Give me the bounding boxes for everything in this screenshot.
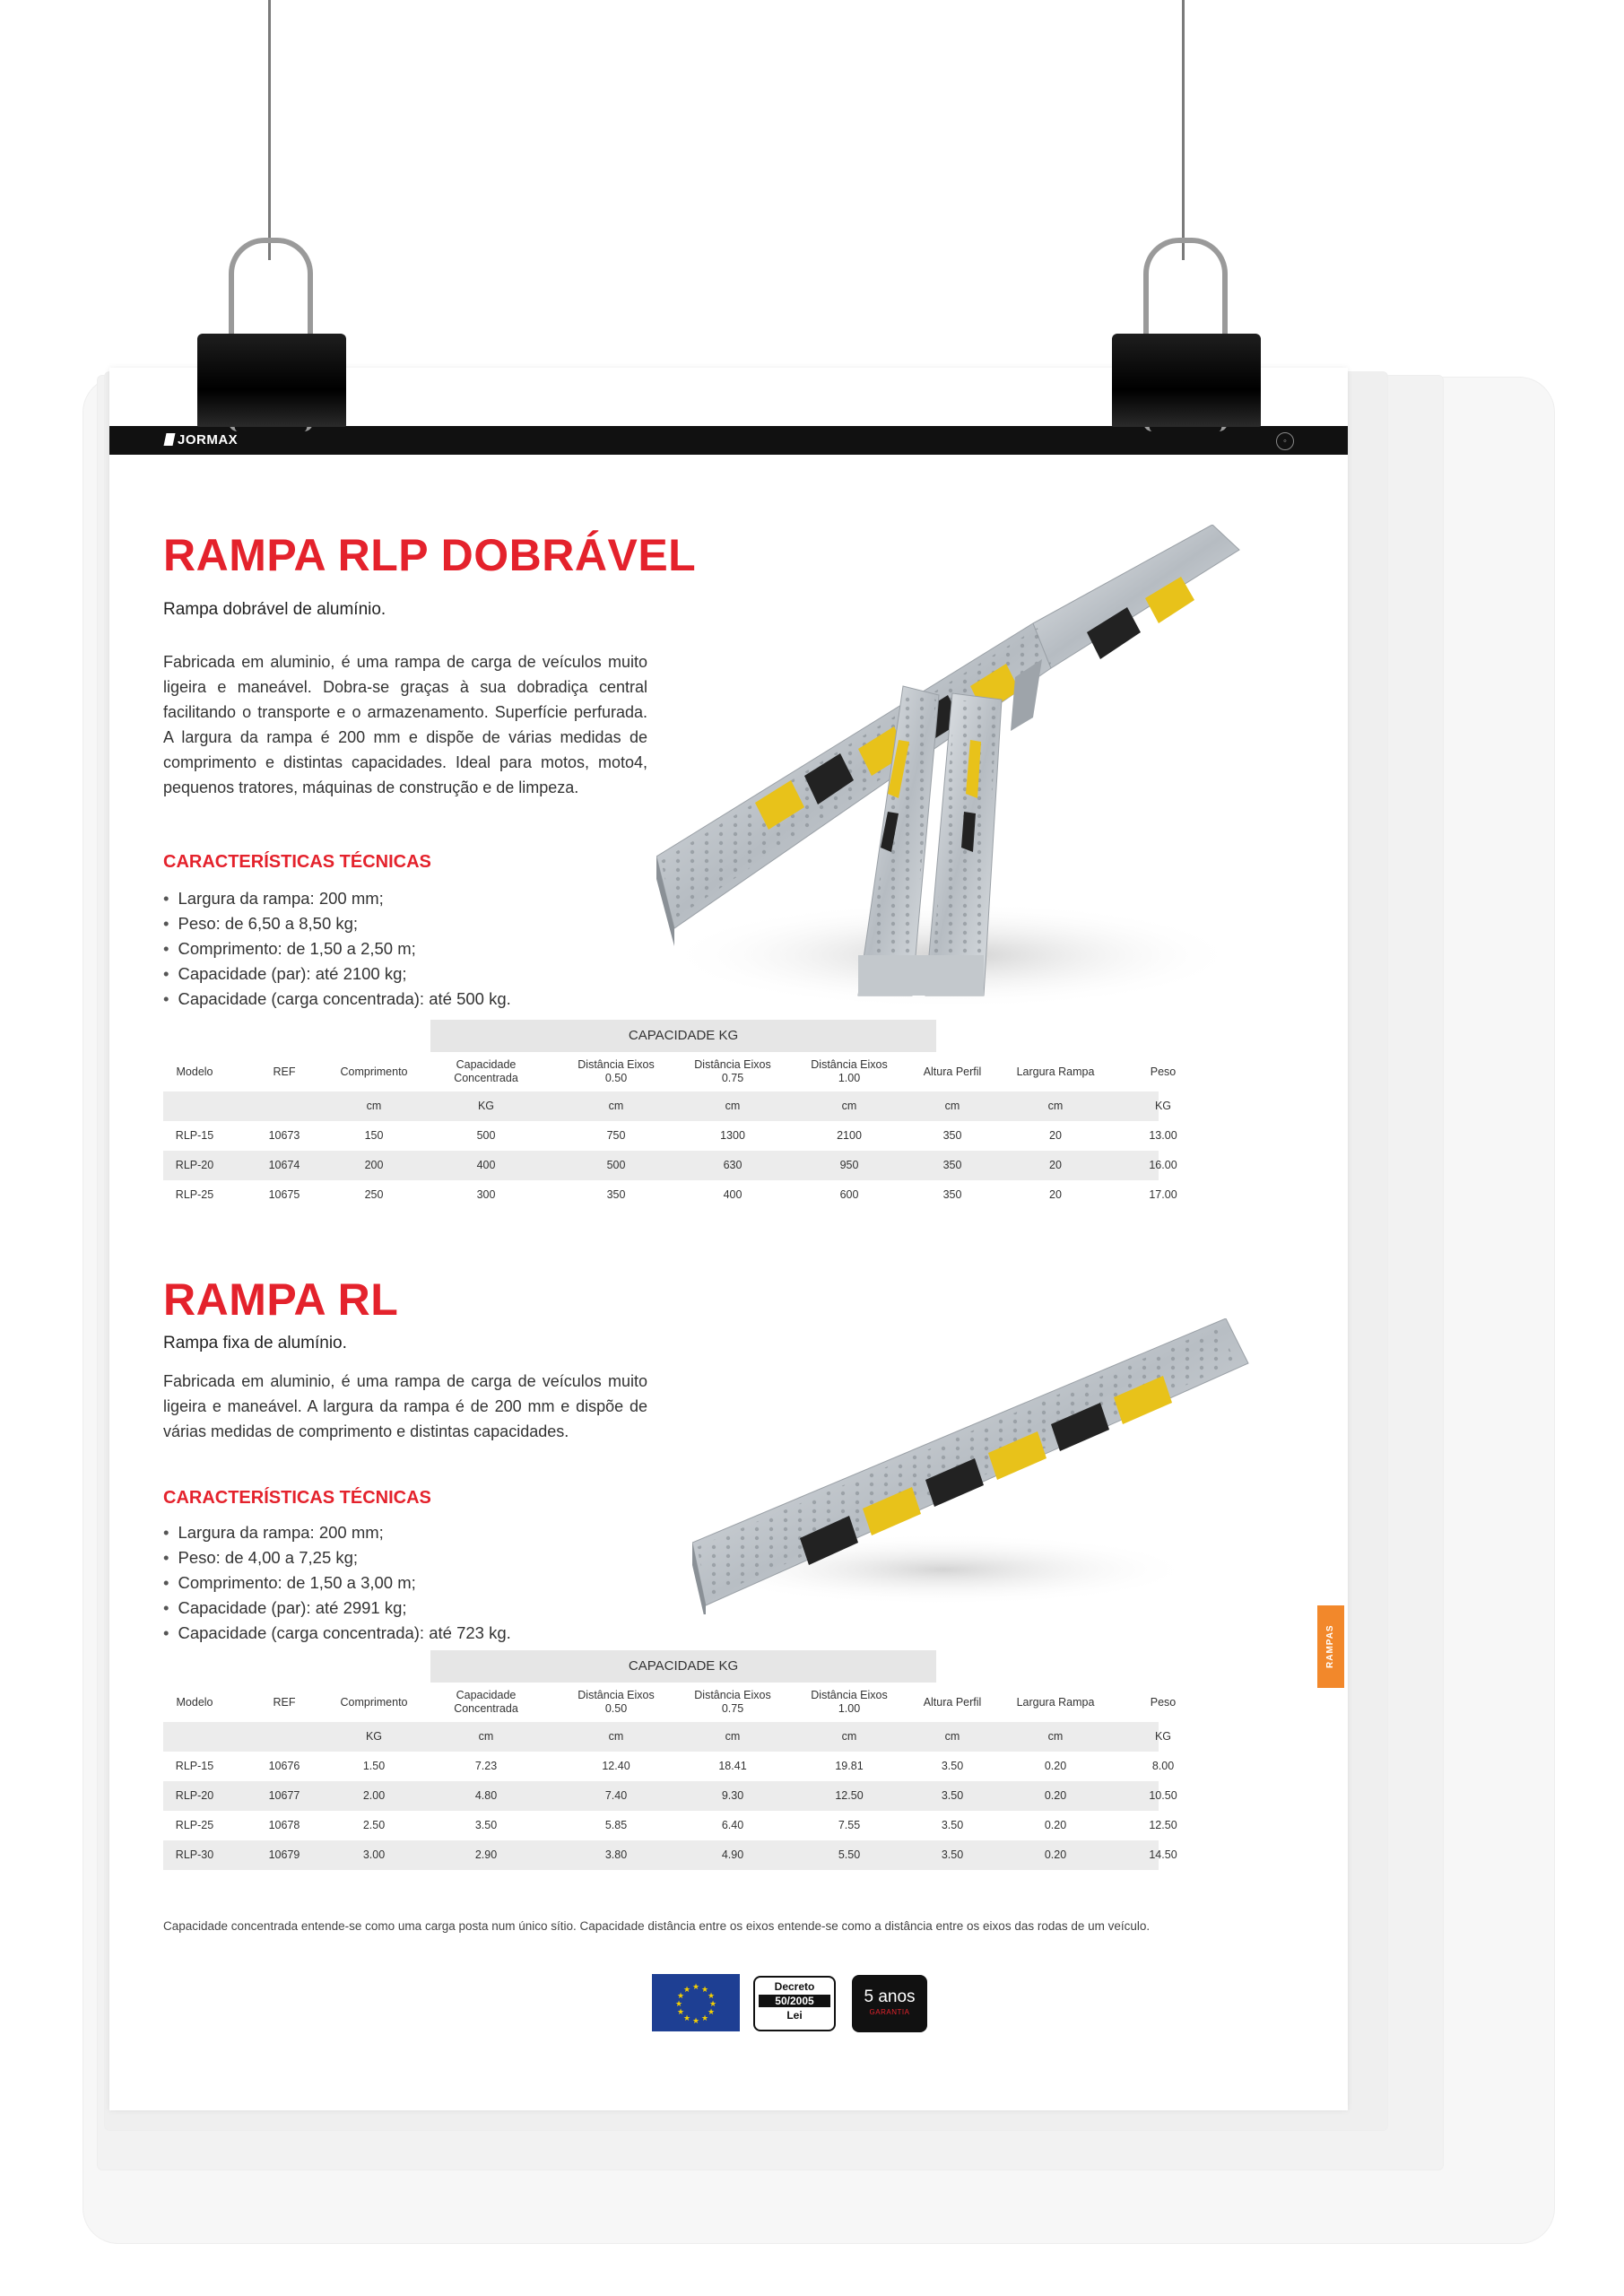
table-cell: Modelo [176, 1695, 213, 1709]
table-cell: KG [1154, 1100, 1172, 1112]
table-cell: 630 [723, 1159, 743, 1171]
table1-capacity-header: CAPACIDADE KG [430, 1020, 936, 1052]
table-cell: 10678 [268, 1819, 300, 1831]
section1-subtitle: Rampa dobrável de alumínio. [163, 600, 386, 619]
table-cell: RLP-25 [175, 1188, 214, 1201]
table-cell: 250 [364, 1188, 384, 1201]
table-cell: Largura Rampa [1016, 1065, 1095, 1078]
circle-icon: ◦ [1276, 432, 1294, 450]
svg-text:★: ★ [700, 1986, 709, 1995]
table-cell: 4.80 [474, 1789, 498, 1802]
table-cell: Altura Perfil [923, 1065, 982, 1078]
table-cell: 2100 [837, 1129, 862, 1142]
table2-capacity-header: CAPACIDADE KG [430, 1650, 936, 1683]
feature-item: • Peso: de 4,00 a 7,25 kg; [163, 1545, 511, 1570]
table-cell: 5.85 [604, 1819, 628, 1831]
table-cell: 12.50 [835, 1789, 864, 1802]
table-cell: 19.81 [835, 1760, 864, 1772]
decreto-number: 50/2005 [759, 1995, 830, 2007]
table-cell: 12.40 [602, 1760, 630, 1772]
table-cell: 8.00 [1151, 1760, 1175, 1772]
table-cell: KG [1154, 1730, 1172, 1743]
table-cell: Distância Eixos 0.50 [578, 1058, 655, 1084]
table-cell: 17.00 [1149, 1188, 1177, 1201]
table-header-row [163, 1683, 1177, 1722]
decreto-label: Decreto [774, 1980, 815, 1993]
warranty-badge [852, 1975, 927, 2032]
table-cell: Comprimento [340, 1065, 408, 1078]
decreto-lei-badge [753, 1976, 836, 2031]
table-cell: 0.20 [1044, 1789, 1067, 1802]
table-cell: 0.20 [1044, 1760, 1067, 1772]
section2-title: RAMPA RL [163, 1274, 399, 1325]
table-cell: RLP-15 [175, 1129, 214, 1142]
logo-mark-icon [164, 433, 176, 446]
svg-text:★: ★ [674, 2000, 683, 2009]
hanging-wire-right [1182, 0, 1185, 260]
side-tab-rampas[interactable]: RAMPAS [1317, 1605, 1344, 1688]
table-cell: Peso [1150, 1065, 1177, 1078]
table-cell: RLP-15 [175, 1760, 214, 1772]
table-cell: cm [841, 1730, 857, 1743]
section1-features-list [163, 886, 511, 1012]
warranty-years: 5 anos [864, 1987, 916, 2006]
table-cell: 20 [1049, 1159, 1062, 1171]
svg-text:★: ★ [700, 2014, 709, 2023]
section1-description: Fabricada em aluminio, é uma rampa de carga de veículos muito ligeira e maneável. Dobra-se graças à sua dobradiça central facilitando o transporte e o armazenamento. Superfície perfurada. A largura da rampa é 200 mm e dispõe de várias medidas de comprimento e distintas capacidades. Ideal para motos, moto4, pequenos tratores, máquinas de construção e de limpeza. [163, 653, 647, 796]
table-cell: Distância Eixos 0.75 [694, 1689, 771, 1715]
table-cell: 0.20 [1044, 1848, 1067, 1861]
section2-features-list [163, 1520, 511, 1646]
table-cell: 600 [839, 1188, 859, 1201]
table-cell: cm [608, 1100, 624, 1112]
section1-title: RAMPA RLP DOBRÁVEL [163, 530, 697, 580]
table-cell: Distância Eixos 1.00 [811, 1689, 888, 1715]
table-cell: 400 [476, 1159, 496, 1171]
table-cell: 7.40 [604, 1789, 628, 1802]
table-cell: 0.20 [1044, 1819, 1067, 1831]
table-cell: cm [944, 1100, 960, 1112]
table-cell: Capacidade Concentrada [454, 1689, 518, 1715]
feature-item: • Largura da rampa: 200 mm; [163, 1520, 511, 1545]
svg-text:★: ★ [708, 2000, 717, 2009]
svg-text:★: ★ [691, 2017, 700, 2026]
section2-subtitle: Rampa fixa de alumínio. [163, 1334, 347, 1352]
binder-clip-right [1112, 334, 1261, 427]
table-cell: 950 [839, 1159, 859, 1171]
section1-features-heading: CARACTERÍSTICAS TÉCNICAS [163, 852, 431, 872]
table-cell: REF [273, 1065, 296, 1078]
table-row [163, 1811, 1177, 1840]
svg-text:★: ★ [691, 1983, 700, 1992]
table-cell: Largura Rampa [1016, 1695, 1095, 1709]
table-cell: 12.50 [1149, 1819, 1177, 1831]
table-cell: 3.50 [941, 1760, 964, 1772]
table-cell: Comprimento [340, 1695, 408, 1709]
table-cell [163, 1722, 226, 1752]
table-cell: 1.50 [362, 1760, 386, 1772]
catalog-sheet [109, 368, 1348, 2110]
table-units-row [163, 1722, 1172, 1752]
table-cell: 350 [606, 1188, 626, 1201]
table-cell: 13.00 [1149, 1129, 1177, 1142]
binder-clip-left [197, 334, 346, 427]
section2-features-heading: CARACTERÍSTICAS TÉCNICAS [163, 1488, 431, 1508]
table-cell: 5.50 [838, 1848, 861, 1861]
table-cell: Distância Eixos 0.50 [578, 1689, 655, 1715]
table-units-row [163, 1091, 1172, 1121]
table-cell: cm [478, 1730, 494, 1743]
table-header-row [163, 1052, 1177, 1091]
table-cell: 3.50 [941, 1819, 964, 1831]
table-cell: 7.55 [838, 1819, 861, 1831]
table-cell: 500 [606, 1159, 626, 1171]
feature-item: • Comprimento: de 1,50 a 3,00 m; [163, 1570, 511, 1596]
table-cell: 350 [942, 1129, 962, 1142]
decreto-lei-label: Lei [786, 2009, 803, 2022]
table-cell: RLP-20 [175, 1159, 214, 1171]
table-row [163, 1151, 1177, 1180]
table-cell: 3.00 [362, 1848, 386, 1861]
table-cell: 3.50 [941, 1789, 964, 1802]
table-cell: 20 [1049, 1188, 1062, 1201]
fixed-ramp-image [692, 1318, 1266, 1614]
table-cell: 350 [942, 1159, 962, 1171]
table-cell: 3.50 [474, 1819, 498, 1831]
table-cell: 4.90 [721, 1848, 744, 1861]
table-cell: 16.00 [1149, 1159, 1177, 1171]
table-cell: 2.00 [362, 1789, 386, 1802]
feature-item: • Capacidade (par): até 2100 kg; [163, 961, 511, 987]
hanging-wire-left [268, 0, 271, 260]
table-cell: cm [841, 1100, 857, 1112]
table-cell: 18.41 [718, 1760, 747, 1772]
table-cell: 6.40 [721, 1819, 744, 1831]
svg-text:★: ★ [676, 1992, 685, 2001]
table-cell: RLP-20 [175, 1789, 214, 1802]
table-cell: 2.90 [474, 1848, 498, 1861]
svg-text:★: ★ [676, 2008, 685, 2017]
table-cell: REF [273, 1695, 296, 1709]
table-cell: cm [944, 1730, 960, 1743]
table-cell: 14.50 [1149, 1848, 1177, 1861]
table-cell: 7.23 [474, 1760, 498, 1772]
table-cell [253, 1722, 316, 1752]
jormax-logo [165, 432, 238, 448]
table-cell: 9.30 [721, 1789, 744, 1802]
table-cell: 10676 [268, 1760, 300, 1772]
table-cell: 10674 [268, 1159, 300, 1171]
table-cell: RLP-25 [175, 1819, 214, 1831]
brand-name: JORMAX [178, 432, 239, 448]
table-cell: 10.50 [1149, 1789, 1177, 1802]
table-cell: Distância Eixos 1.00 [811, 1058, 888, 1084]
table-cell [253, 1091, 316, 1121]
feature-item: • Peso: de 6,50 a 8,50 kg; [163, 911, 511, 936]
table-cell: KG [365, 1730, 383, 1743]
table-cell: 3.80 [604, 1848, 628, 1861]
table-cell: cm [608, 1730, 624, 1743]
table-cell: 350 [942, 1188, 962, 1201]
table-cell: cm [725, 1100, 741, 1112]
table-cell: 20 [1049, 1129, 1062, 1142]
table-row [163, 1752, 1175, 1781]
table-cell: 2.50 [362, 1819, 386, 1831]
feature-item: • Capacidade (par): até 2991 kg; [163, 1596, 511, 1621]
feature-item: • Capacidade (carga concentrada): até 500 kg. [163, 987, 511, 1012]
eu-stars-icon [652, 1974, 740, 2031]
folding-ramp-image [656, 525, 1284, 1027]
table-cell: 10679 [268, 1848, 300, 1861]
table-cell: 300 [476, 1188, 496, 1201]
table-cell: cm [366, 1100, 382, 1112]
table-cell: KG [477, 1100, 495, 1112]
footnote: Capacidade concentrada entende-se como uma carga posta num único sítio. Capacidade distância entre os eixos entende-se como a distância entre os eixos das rodas de um veículo. [163, 1919, 1151, 1933]
table-cell: 150 [364, 1129, 384, 1142]
feature-item: • Largura da rampa: 200 mm; [163, 886, 511, 911]
table-cell [163, 1091, 226, 1121]
table-cell: 750 [606, 1129, 626, 1142]
table-cell: cm [1047, 1100, 1064, 1112]
table-cell: 500 [476, 1129, 496, 1142]
section2-description: Fabricada em aluminio, é uma rampa de carga de veículos muito ligeira e maneável. A largura da rampa é de 200 mm e dispõe de várias medidas de comprimento e distintas capacidades. [163, 1372, 647, 1440]
table-cell: RLP-30 [175, 1848, 214, 1861]
svg-text:★: ★ [707, 1992, 716, 2001]
table-cell: Modelo [176, 1065, 213, 1078]
warranty-label: GARANTIA [869, 2008, 910, 2016]
table-cell: Altura Perfil [923, 1695, 982, 1709]
table-cell: 10677 [268, 1789, 300, 1802]
table-row [163, 1180, 1177, 1210]
table-cell: 10675 [268, 1188, 300, 1201]
table-cell: Distância Eixos 0.75 [694, 1058, 771, 1084]
table-cell: cm [725, 1730, 741, 1743]
table-cell: Capacidade Concentrada [454, 1058, 518, 1084]
svg-text:★: ★ [707, 2008, 716, 2017]
table-row [163, 1121, 1177, 1151]
svg-text:★: ★ [682, 1986, 691, 1995]
table-cell: 3.50 [941, 1848, 964, 1861]
eu-flag-badge [652, 1974, 740, 2031]
table-cell: cm [1047, 1730, 1064, 1743]
table-row [163, 1781, 1177, 1811]
table-row [163, 1840, 1177, 1870]
table-cell: Peso [1150, 1695, 1177, 1709]
svg-text:★: ★ [682, 2014, 691, 2023]
table-cell: 200 [364, 1159, 384, 1171]
table-cell: 1300 [720, 1129, 745, 1142]
feature-item: • Comprimento: de 1,50 a 2,50 m; [163, 936, 511, 961]
feature-item: • Capacidade (carga concentrada): até 723 kg. [163, 1621, 511, 1646]
table-cell: 10673 [268, 1129, 300, 1142]
table-cell: 400 [723, 1188, 743, 1201]
